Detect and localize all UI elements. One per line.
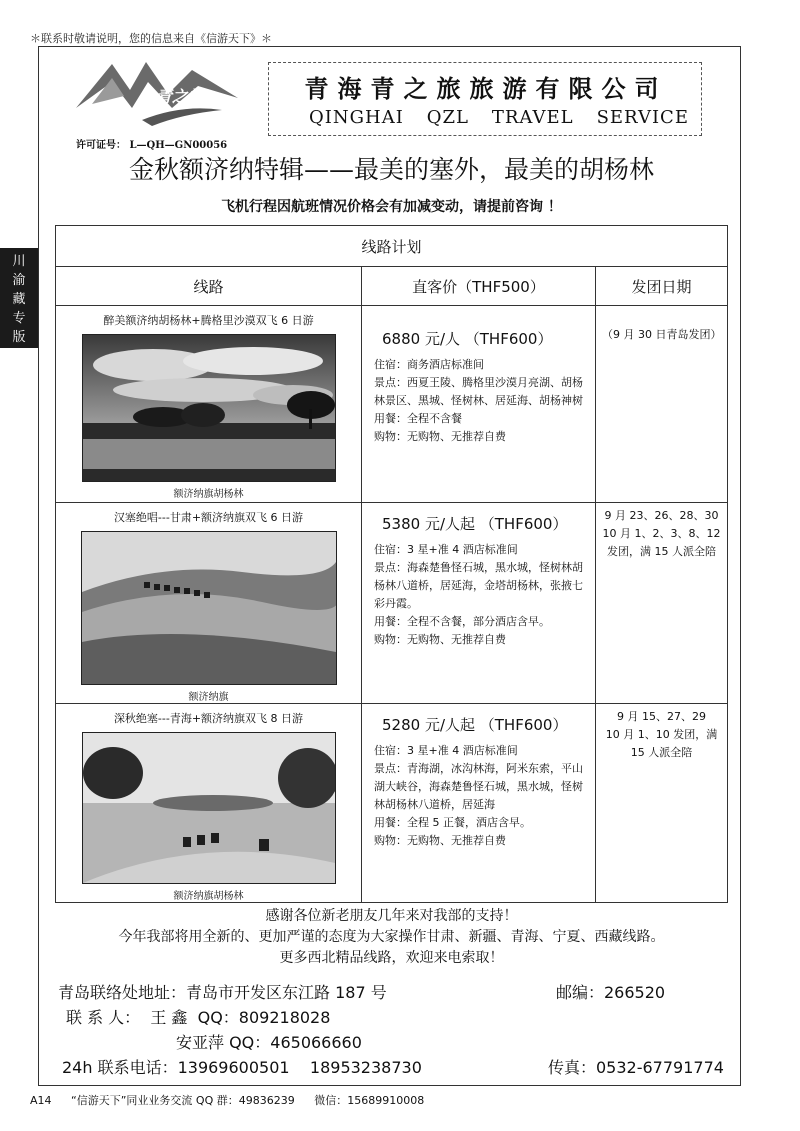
date-line: 15 人派全陪 — [630, 746, 693, 759]
contact-address: 青岛联络处地址：青岛市开发区东江路 187 号 — [58, 983, 387, 1002]
contact-phone: 24h 联系电话：13969600501 18953238730 — [62, 1058, 422, 1077]
contact-person: 安亚萍 QQ：465066660 — [176, 1033, 362, 1052]
detail-line: 用餐：全程不含餐，部分酒店含早。 — [374, 615, 550, 628]
detail-line: 景点：海森楚鲁怪石城，黑水城，怪树林胡杨林八道桥，居延海，金塔胡杨林，张掖七彩丹霞。 — [374, 561, 583, 610]
thanks-message — [40, 906, 743, 969]
company-name-en — [309, 107, 689, 128]
side-section-tab — [0, 248, 38, 348]
route-price: 5280 元/人起 （THF600） — [382, 716, 568, 734]
photo-desert-camels — [81, 531, 337, 685]
contact-postcode: 邮编：266520 — [556, 983, 666, 1002]
table-row — [56, 306, 728, 503]
company-banner — [268, 62, 702, 136]
page-number: A14 — [30, 1094, 52, 1107]
detail-line: 住宿：3 星+准 4 酒店标准间 — [374, 744, 518, 757]
thanks-line: 今年我部将用全新的、更加严谨的态度为大家操作甘肃、新疆、青海、宁夏、西藏线路。 — [118, 929, 665, 945]
detail-line: 购物：无购物、无推荐自费 — [374, 430, 506, 443]
price-detail-cell — [362, 503, 596, 704]
date-line: 发团，满 15 人派全陪 — [607, 545, 717, 558]
top-note: ＊联系时敬请说明，您的信息来自《信游天下》＊ — [30, 32, 272, 45]
date-line: 9 月 15、27、29 — [617, 710, 706, 723]
detail-line: 购物：无购物、无推荐自费 — [374, 834, 506, 847]
table-row — [56, 704, 728, 903]
detail-line: 景点：西夏王陵、腾格里沙漠月亮湖、胡杨林景区、黑城、怪树林、居延海、胡杨神树 — [374, 376, 583, 407]
route-title: 深秋绝塞---青海+额济纳旗双飞 8 日游 — [113, 712, 304, 725]
detail-line: 景点：青海湖，冰沟林海，阿米东索，平山湖大峡谷，海森楚鲁怪石城，黑水城，怪树林胡杨林八道桥，居延海 — [374, 762, 583, 811]
svg-text:青之旅: 青之旅 — [156, 87, 205, 106]
side-tab-char: 版 — [12, 330, 26, 345]
route-price: 5380 元/人起 （THF600） — [382, 515, 568, 533]
contact-fax: 传真：0532-67791774 — [548, 1058, 724, 1077]
route-cell — [56, 306, 362, 503]
contact-person: 联 系 人： 王 鑫 QQ：809218028 — [66, 1008, 331, 1027]
column-header-route: 线路 — [56, 267, 362, 306]
detail-line: 住宿：商务酒店标准间 — [374, 358, 484, 371]
photo-poplar-forest — [82, 334, 336, 482]
photo-caption: 额济纳旗 — [188, 692, 229, 703]
price-detail-cell — [362, 306, 596, 503]
thanks-line: 感谢各位新老朋友几年来对我部的支持！ — [265, 908, 518, 924]
qq-group: “信游天下”同业业务交流 QQ 群：49836239 — [71, 1094, 295, 1107]
wechat-id: 微信：15689910008 — [314, 1094, 425, 1107]
table-title: 线路计划 — [56, 226, 728, 267]
route-price: 6880 元/人 （THF600） — [382, 330, 553, 348]
company-name-en-word: TRAVEL — [491, 107, 574, 128]
subheadline: 飞机行程因航班情况价格会有加减变动，请提前咨询 ！ — [221, 199, 562, 215]
table-row — [56, 503, 728, 704]
route-title: 汉塞绝唱---甘肃+额济纳旗双飞 6 日游 — [113, 511, 304, 524]
detail-line: 用餐：全程不含餐 — [374, 412, 462, 425]
company-name-cn: 青海青之旅旅游有限公司 — [304, 75, 668, 103]
departure-dates-cell — [596, 306, 728, 503]
departure-dates-cell — [596, 704, 728, 903]
license-number: 许可证号： L—QH—GN00056 — [76, 140, 228, 151]
date-line: 9 月 23、26、28、30 — [604, 509, 719, 522]
side-tab-char: 川 — [12, 254, 26, 269]
detail-line: 购物：无购物、无推荐自费 — [374, 633, 506, 646]
side-tab-char: 藏 — [12, 292, 26, 307]
date-line: （9 月 30 日青岛发团） — [602, 328, 722, 341]
date-line: 10 月 1、10 发团，满 — [605, 728, 718, 741]
route-title: 醉美额济纳胡杨林+腾格里沙漠双飞 6 日游 — [103, 314, 314, 327]
price-detail-cell — [362, 704, 596, 903]
route-plan-table — [55, 225, 728, 903]
photo-poplar-camels — [82, 732, 336, 884]
headline: 金秋额济纳特辑——最美的塞外，最美的胡杨林 — [128, 155, 654, 184]
photo-caption: 额济纳旗胡杨林 — [173, 489, 244, 500]
detail-line: 用餐：全程 5 正餐，酒店含早。 — [374, 816, 531, 829]
mountain-logo — [72, 58, 242, 138]
column-header-dates: 发团日期 — [596, 267, 728, 306]
page-footer — [30, 1092, 424, 1108]
detail-line: 住宿：3 星+准 4 酒店标准间 — [374, 543, 518, 556]
departure-dates-cell — [596, 503, 728, 704]
route-cell — [56, 704, 362, 903]
company-name-en-word: QINGHAI — [309, 107, 404, 128]
photo-caption: 额济纳旗胡杨林 — [173, 891, 244, 902]
side-tab-char: 渝 — [12, 273, 26, 288]
company-name-en-word: QZL — [426, 107, 469, 128]
column-header-price: 直客价（THF500） — [362, 267, 596, 306]
side-tab-char: 专 — [12, 311, 26, 326]
company-name-en-word: SERVICE — [596, 107, 689, 128]
route-cell — [56, 503, 362, 704]
date-line: 10 月 1、2、3、8、12 — [602, 527, 721, 540]
thanks-line: 更多西北精品线路，欢迎来电索取！ — [279, 950, 504, 966]
